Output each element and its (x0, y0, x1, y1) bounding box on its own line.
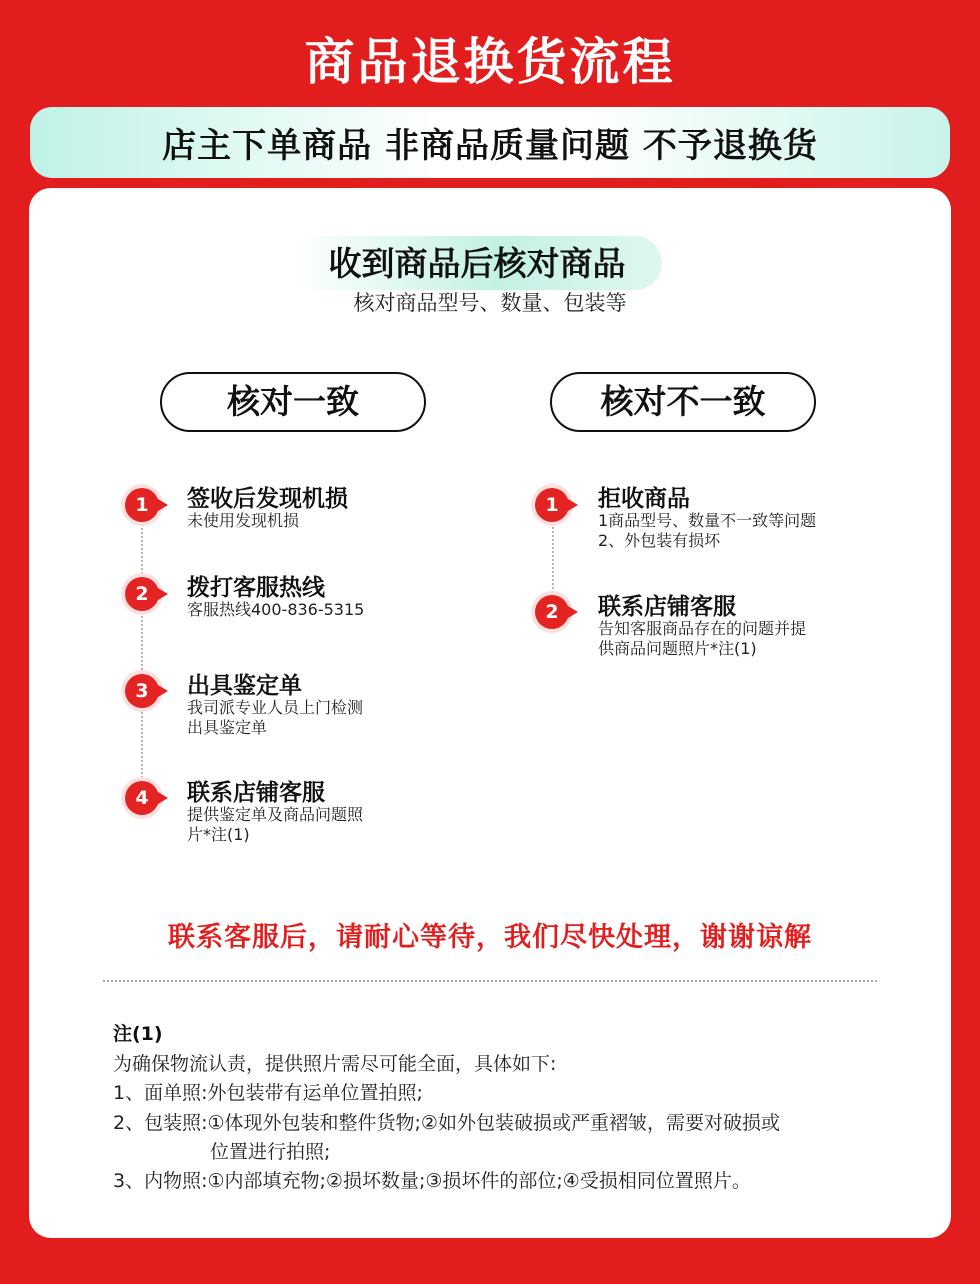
left-step-title-1: 签收后发现机损 (187, 486, 348, 512)
left-step-badge-1: 1 (125, 488, 159, 522)
left-step-badge-3: 3 (125, 674, 159, 708)
note-line-3: 2、包装照:①体现外包装和整件货物;②如外包装破损或严重褶皱，需要对破损或 (113, 1112, 780, 1134)
right-step-title-1: 拒收商品 (598, 486, 690, 512)
left-step-desc-1: 未使用发现机损 (187, 511, 300, 530)
match-label: 核对一致 (160, 372, 426, 432)
left-step-desc-4: 提供鉴定单及商品问题照 片*注(1) (187, 805, 364, 844)
left-step-desc-3: 我司派专业人员上门检测 出具鉴定单 (187, 698, 364, 737)
left-step-title-3: 出具鉴定单 (187, 673, 302, 699)
note-heading: 注(1) (113, 1023, 163, 1045)
note-line-2: 1、面单照:外包装带有运单位置拍照; (113, 1082, 423, 1104)
left-step-desc-2: 客服热线400-836-5315 (187, 600, 365, 619)
dotted-divider (103, 980, 877, 982)
step-subtitle: 核对商品型号、数量、包装等 (353, 291, 627, 315)
note-line-1: 为确保物流认责，提供照片需尽可能全面，具体如下: (113, 1053, 557, 1075)
right-step-badge-2: 2 (535, 595, 569, 629)
right-step-title-2: 联系店铺客服 (598, 594, 736, 620)
page-title: 商品退换货流程 (304, 33, 676, 91)
right-step-desc-2: 告知客服商品存在的问题并提 供商品问题照片*注(1) (598, 619, 807, 658)
left-step-title-4: 联系店铺客服 (187, 780, 325, 806)
left-connector (141, 508, 143, 798)
left-step-badge-2: 2 (125, 577, 159, 611)
right-connector (552, 508, 554, 608)
note-line-5: 3、内物照:①内部填充物;②损坏数量;③损坏件的部位;④受损相同位置照片。 (113, 1170, 751, 1192)
note-line-4: 位置进行拍照; (210, 1141, 331, 1163)
right-step-desc-1: 1商品型号、数量不一致等问题 2、外包装有损坏 (598, 511, 817, 550)
left-step-badge-4: 4 (125, 781, 159, 815)
policy-banner: 店主下单商品 非商品质量问题 不予退换货 (30, 107, 950, 178)
wait-message: 联系客服后，请耐心等待，我们尽快处理，谢谢谅解 (168, 922, 812, 953)
step-title: 收到商品后核对商品 (292, 236, 662, 290)
mismatch-label: 核对不一致 (550, 372, 816, 432)
right-step-badge-1: 1 (535, 488, 569, 522)
left-step-title-2: 拨打客服热线 (187, 575, 325, 601)
